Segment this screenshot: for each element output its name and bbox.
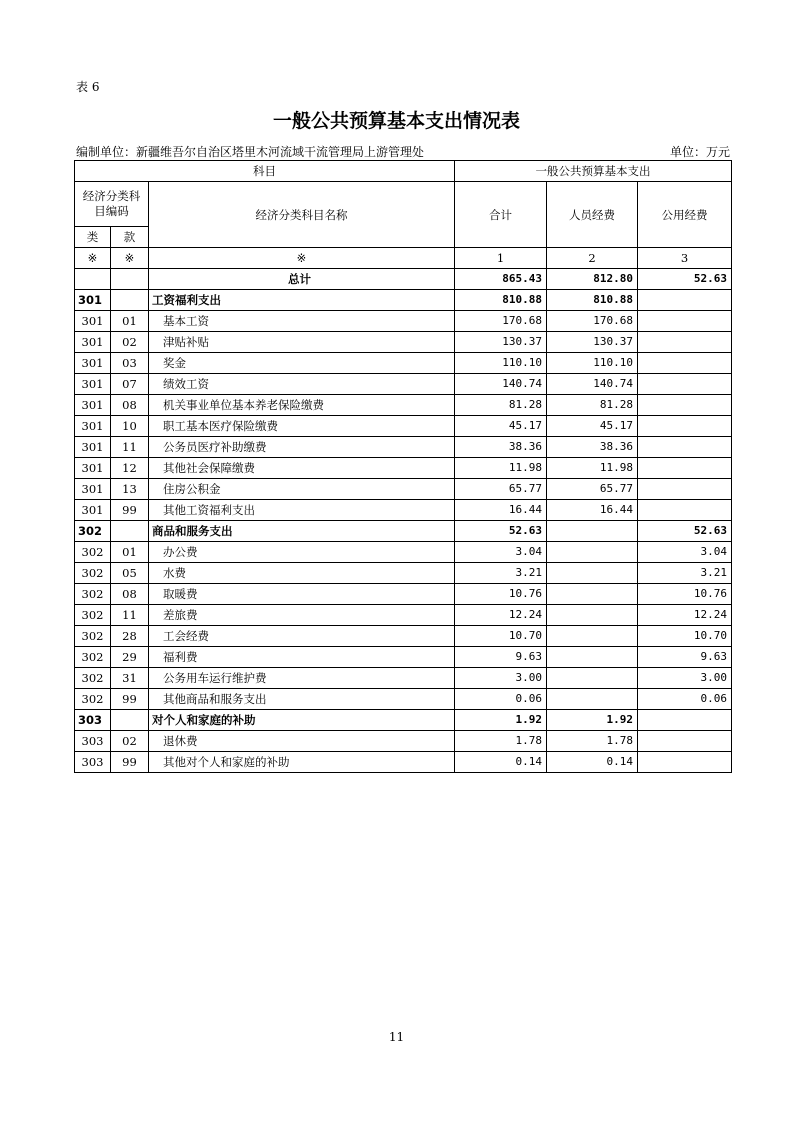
cell-kuan: 05 — [111, 563, 149, 584]
cell-total: 16.44 — [455, 500, 547, 521]
header-personnel: 人员经费 — [547, 182, 638, 248]
cell-personnel: 11.98 — [547, 458, 638, 479]
cell-total: 3.00 — [455, 668, 547, 689]
cell-public: 52.63 — [638, 269, 732, 290]
cell-personnel: 81.28 — [547, 395, 638, 416]
cell-kuan: 10 — [111, 416, 149, 437]
cell-name: 公务用车运行维护费 — [149, 668, 455, 689]
cell-public — [638, 395, 732, 416]
cell-name: 其他对个人和家庭的补助 — [149, 752, 455, 773]
cell-name: 工会经费 — [149, 626, 455, 647]
cell-lei: 302 — [75, 563, 111, 584]
table-row — [75, 731, 732, 752]
cell-name: 福利费 — [149, 647, 455, 668]
cell-name: 职工基本医疗保险缴费 — [149, 416, 455, 437]
cell-personnel: 45.17 — [547, 416, 638, 437]
cell-public — [638, 731, 732, 752]
cell-public — [638, 458, 732, 479]
cell-lei: 303 — [75, 710, 111, 731]
cell-lei: 302 — [75, 584, 111, 605]
table-row — [75, 500, 732, 521]
cell-lei: 301 — [75, 479, 111, 500]
cell-personnel: 16.44 — [547, 500, 638, 521]
cell-kuan: 07 — [111, 374, 149, 395]
table-row — [75, 374, 732, 395]
cell-lei: 301 — [75, 500, 111, 521]
cell-name: 基本工资 — [149, 311, 455, 332]
cell-lei: 301 — [75, 395, 111, 416]
cell-lei: 301 — [75, 311, 111, 332]
cell-lei — [75, 269, 111, 290]
cell-name: 住房公积金 — [149, 479, 455, 500]
cell-public: 10.76 — [638, 584, 732, 605]
cell-lei: 302 — [75, 626, 111, 647]
cell-name: 商品和服务支出 — [149, 521, 455, 542]
cell-personnel: 1.78 — [547, 731, 638, 752]
cell-kuan — [111, 269, 149, 290]
header-code-group: 经济分类科目编码 — [75, 182, 149, 227]
cell-name: 津贴补贴 — [149, 332, 455, 353]
cell-personnel: 38.36 — [547, 437, 638, 458]
page-number: 11 — [388, 1030, 405, 1044]
cell-public — [638, 332, 732, 353]
cell-personnel: 140.74 — [547, 374, 638, 395]
header-index-2: 2 — [547, 248, 638, 269]
cell-kuan: 01 — [111, 542, 149, 563]
header-subject: 科目 — [75, 161, 455, 182]
cell-public — [638, 374, 732, 395]
compiling-unit: 编制单位：新疆维吾尔自治区塔里木河流域干流管理局上游管理处 — [76, 145, 425, 159]
cell-personnel: 130.37 — [547, 332, 638, 353]
cell-total: 11.98 — [455, 458, 547, 479]
cell-name: 总计 — [149, 269, 455, 290]
cell-personnel — [547, 521, 638, 542]
table-row — [75, 542, 732, 563]
table-row — [75, 647, 732, 668]
header-mark-lei: ※ — [75, 248, 111, 269]
cell-personnel: 812.80 — [547, 269, 638, 290]
table-row — [75, 605, 732, 626]
cell-personnel: 170.68 — [547, 311, 638, 332]
cell-kuan: 11 — [111, 437, 149, 458]
cell-public — [638, 353, 732, 374]
table-row — [75, 584, 732, 605]
cell-public: 3.00 — [638, 668, 732, 689]
header-public: 公用经费 — [638, 182, 732, 248]
cell-personnel: 1.92 — [547, 710, 638, 731]
cell-kuan — [111, 710, 149, 731]
cell-total: 9.63 — [455, 647, 547, 668]
cell-total: 0.14 — [455, 752, 547, 773]
cell-total: 130.37 — [455, 332, 547, 353]
header-row-1 — [75, 161, 732, 182]
cell-name: 办公费 — [149, 542, 455, 563]
cell-kuan: 08 — [111, 395, 149, 416]
cell-public — [638, 311, 732, 332]
cell-lei: 303 — [75, 731, 111, 752]
cell-public: 0.06 — [638, 689, 732, 710]
cell-kuan: 02 — [111, 332, 149, 353]
cell-lei: 302 — [75, 521, 111, 542]
cell-kuan — [111, 290, 149, 311]
cell-kuan: 08 — [111, 584, 149, 605]
cell-name: 其他社会保障缴费 — [149, 458, 455, 479]
cell-lei: 303 — [75, 752, 111, 773]
cell-name: 奖金 — [149, 353, 455, 374]
cell-personnel: 65.77 — [547, 479, 638, 500]
cell-total: 0.06 — [455, 689, 547, 710]
budget-table — [74, 160, 732, 773]
cell-total: 810.88 — [455, 290, 547, 311]
cell-total: 10.76 — [455, 584, 547, 605]
cell-total: 170.68 — [455, 311, 547, 332]
cell-total: 38.36 — [455, 437, 547, 458]
cell-kuan: 02 — [111, 731, 149, 752]
cell-kuan: 13 — [111, 479, 149, 500]
cell-lei: 301 — [75, 458, 111, 479]
header-row-2 — [75, 182, 732, 227]
cell-public — [638, 290, 732, 311]
cell-kuan: 03 — [111, 353, 149, 374]
cell-kuan: 99 — [111, 689, 149, 710]
cell-lei: 301 — [75, 374, 111, 395]
cell-total: 65.77 — [455, 479, 547, 500]
table-row — [75, 311, 732, 332]
cell-total: 81.28 — [455, 395, 547, 416]
cell-lei: 301 — [75, 332, 111, 353]
cell-lei: 302 — [75, 647, 111, 668]
cell-personnel — [547, 647, 638, 668]
cell-public — [638, 710, 732, 731]
cell-total: 3.21 — [455, 563, 547, 584]
header-total: 合计 — [455, 182, 547, 248]
cell-lei: 302 — [75, 605, 111, 626]
cell-personnel — [547, 584, 638, 605]
table-row — [75, 752, 732, 773]
header-name: 经济分类科目名称 — [149, 182, 455, 248]
cell-total: 10.70 — [455, 626, 547, 647]
cell-lei: 301 — [75, 416, 111, 437]
cell-kuan: 99 — [111, 752, 149, 773]
table-row — [75, 689, 732, 710]
table-row — [75, 416, 732, 437]
cell-public: 3.04 — [638, 542, 732, 563]
cell-lei: 301 — [75, 353, 111, 374]
table-row — [75, 668, 732, 689]
cell-kuan: 12 — [111, 458, 149, 479]
cell-name: 绩效工资 — [149, 374, 455, 395]
cell-public: 3.21 — [638, 563, 732, 584]
cell-kuan: 28 — [111, 626, 149, 647]
cell-total: 110.10 — [455, 353, 547, 374]
table-label: 表 6 — [76, 80, 100, 94]
table-row — [75, 437, 732, 458]
cell-personnel — [547, 605, 638, 626]
cell-public — [638, 752, 732, 773]
cell-public — [638, 416, 732, 437]
category-row — [75, 710, 732, 731]
cell-name: 退休费 — [149, 731, 455, 752]
cell-total: 45.17 — [455, 416, 547, 437]
cell-total: 1.92 — [455, 710, 547, 731]
cell-kuan: 29 — [111, 647, 149, 668]
cell-name: 机关事业单位基本养老保险缴费 — [149, 395, 455, 416]
table-row — [75, 395, 732, 416]
cell-kuan: 11 — [111, 605, 149, 626]
cell-kuan: 31 — [111, 668, 149, 689]
table-row — [75, 353, 732, 374]
header-row-4 — [75, 248, 732, 269]
cell-name: 差旅费 — [149, 605, 455, 626]
cell-personnel: 0.14 — [547, 752, 638, 773]
header-mark-kuan: ※ — [111, 248, 149, 269]
cell-kuan: 01 — [111, 311, 149, 332]
page-title: 一般公共预算基本支出情况表 — [272, 110, 520, 132]
cell-public: 52.63 — [638, 521, 732, 542]
header-kuan: 款 — [111, 227, 149, 248]
header-basic-expense: 一般公共预算基本支出 — [455, 161, 732, 182]
header-index-3: 3 — [638, 248, 732, 269]
cell-personnel — [547, 563, 638, 584]
cell-total: 140.74 — [455, 374, 547, 395]
cell-name: 水费 — [149, 563, 455, 584]
category-row — [75, 521, 732, 542]
cell-name: 取暖费 — [149, 584, 455, 605]
cell-lei: 302 — [75, 689, 111, 710]
cell-public — [638, 479, 732, 500]
cell-public — [638, 437, 732, 458]
category-row — [75, 290, 732, 311]
cell-name: 其他工资福利支出 — [149, 500, 455, 521]
cell-personnel — [547, 626, 638, 647]
table-row — [75, 332, 732, 353]
cell-kuan: 99 — [111, 500, 149, 521]
cell-name: 其他商品和服务支出 — [149, 689, 455, 710]
cell-lei: 301 — [75, 290, 111, 311]
cell-personnel: 810.88 — [547, 290, 638, 311]
cell-personnel — [547, 689, 638, 710]
cell-public: 12.24 — [638, 605, 732, 626]
table-row — [75, 458, 732, 479]
cell-total: 12.24 — [455, 605, 547, 626]
cell-total: 3.04 — [455, 542, 547, 563]
cell-lei: 302 — [75, 668, 111, 689]
cell-public — [638, 500, 732, 521]
cell-name: 公务员医疗补助缴费 — [149, 437, 455, 458]
cell-name: 对个人和家庭的补助 — [149, 710, 455, 731]
currency-unit: 单位：万元 — [669, 145, 730, 159]
cell-personnel: 110.10 — [547, 353, 638, 374]
cell-lei: 301 — [75, 437, 111, 458]
cell-public: 10.70 — [638, 626, 732, 647]
cell-personnel — [547, 542, 638, 563]
header-index-1: 1 — [455, 248, 547, 269]
cell-name: 工资福利支出 — [149, 290, 455, 311]
cell-kuan — [111, 521, 149, 542]
cell-lei: 302 — [75, 542, 111, 563]
cell-public: 9.63 — [638, 647, 732, 668]
table-row — [75, 479, 732, 500]
table-row — [75, 626, 732, 647]
table-row — [75, 563, 732, 584]
cell-personnel — [547, 668, 638, 689]
header-lei: 类 — [75, 227, 111, 248]
cell-total: 1.78 — [455, 731, 547, 752]
cell-total: 52.63 — [455, 521, 547, 542]
cell-total: 865.43 — [455, 269, 547, 290]
header-mark-name: ※ — [149, 248, 455, 269]
total-row — [75, 269, 732, 290]
